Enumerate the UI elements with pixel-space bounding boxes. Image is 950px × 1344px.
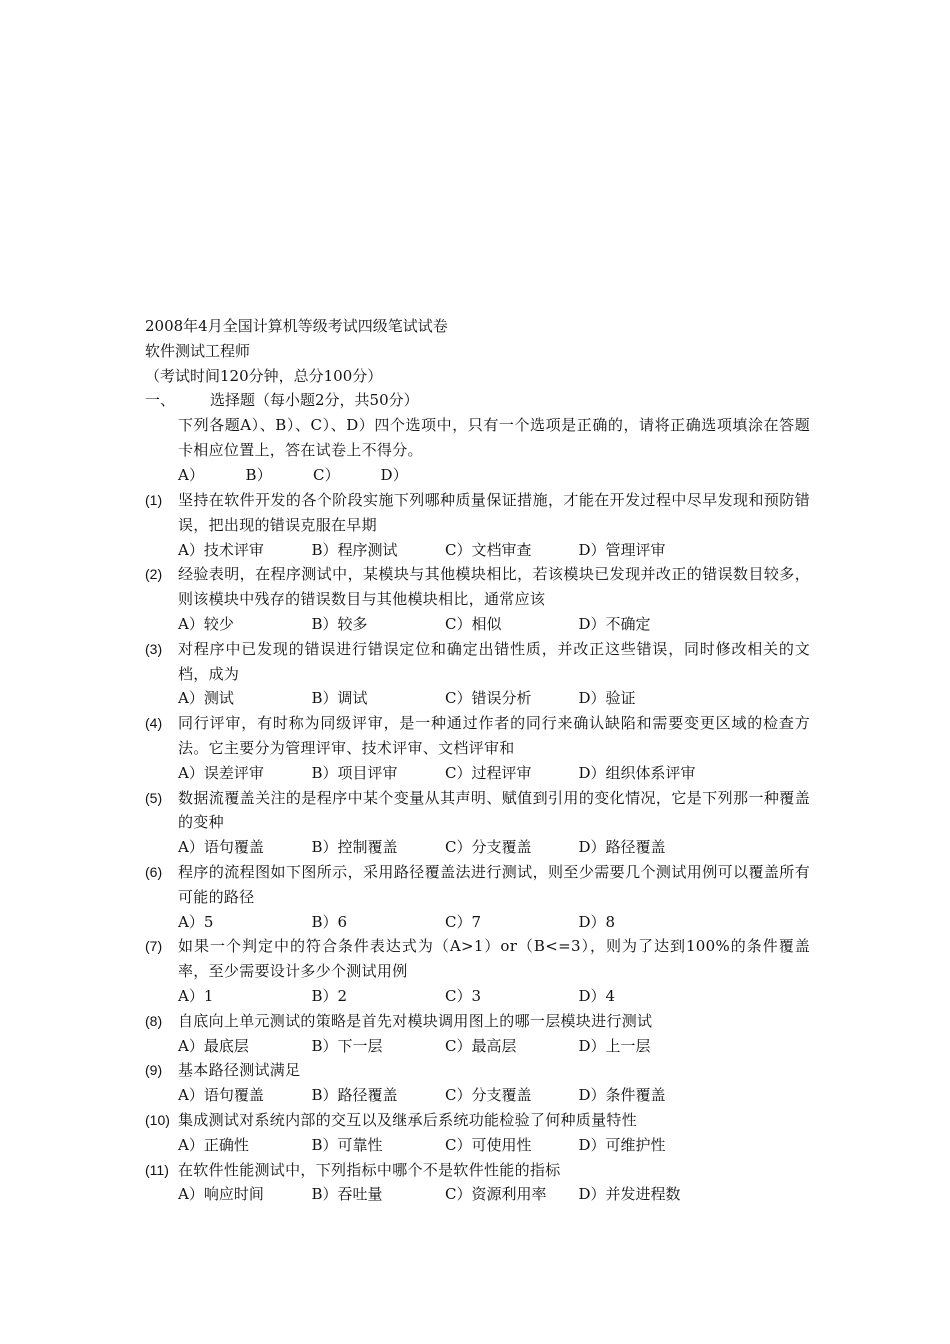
answer-option: D）验证 bbox=[578, 689, 636, 708]
question-number: (2) bbox=[145, 566, 163, 583]
answer-option: D）并发进程数 bbox=[578, 1185, 681, 1204]
answer-option: B）2 bbox=[311, 986, 348, 1005]
answer-option: A）最底层 bbox=[178, 1036, 249, 1055]
option-label: A） bbox=[178, 465, 205, 484]
answer-options-legend bbox=[178, 463, 810, 488]
question-number: (5) bbox=[145, 789, 163, 806]
exam-info: （考试时间120分钟，总分100分） bbox=[145, 366, 383, 385]
answer-option: B）下一层 bbox=[311, 1036, 383, 1055]
section-number: 一、 bbox=[145, 391, 176, 410]
question-text: 自底向上单元测试的策略是首先对模块调用图上的哪一层模块进行测试 bbox=[178, 1011, 653, 1030]
answer-option: C）最高层 bbox=[445, 1036, 517, 1055]
question-text: 经验表明，在程序测试中，某模块与其他模块相比，若该模块已发现并改正的错误数目较多，则该模块中残存的错误数目与其他模块相比，通常应该 bbox=[178, 565, 810, 609]
question-item bbox=[145, 1058, 810, 1108]
question-number: (11) bbox=[145, 1161, 169, 1178]
answer-option: C）过程评审 bbox=[445, 763, 532, 782]
answer-option: A）误差评审 bbox=[178, 763, 264, 782]
question-options bbox=[178, 761, 810, 786]
exam-subtitle: 软件测试工程师 bbox=[145, 341, 251, 360]
answer-option: A）语句覆盖 bbox=[178, 1086, 264, 1105]
question-options bbox=[178, 984, 810, 1009]
section-instructions bbox=[178, 413, 810, 487]
question-list bbox=[145, 488, 810, 1207]
answer-option: B）程序测试 bbox=[311, 540, 398, 559]
answer-option: C）错误分析 bbox=[445, 689, 532, 708]
answer-option: B）可靠性 bbox=[311, 1135, 383, 1154]
question-number: (6) bbox=[145, 863, 163, 880]
answer-option: D）不确定 bbox=[578, 614, 651, 633]
question-options bbox=[178, 835, 810, 860]
question-options bbox=[178, 538, 810, 563]
answer-option: C）7 bbox=[445, 912, 482, 931]
answer-option: D）条件覆盖 bbox=[578, 1086, 666, 1105]
answer-option: B）项目评审 bbox=[311, 763, 398, 782]
question-text: 如果一个判定中的符合条件表达式为（A>1）or（B<=3），则为了达到100%的条件覆盖率，至少需要设计多少个测试用例 bbox=[178, 937, 810, 981]
question-options bbox=[178, 1182, 810, 1207]
question-item bbox=[145, 488, 810, 562]
answer-option: B）较多 bbox=[311, 614, 368, 633]
answer-option: C）可使用性 bbox=[445, 1135, 532, 1154]
question-text: 基本路径测试满足 bbox=[178, 1061, 301, 1080]
question-number: (3) bbox=[145, 640, 163, 657]
answer-option: D）路径覆盖 bbox=[578, 838, 666, 857]
answer-option: B）路径覆盖 bbox=[311, 1086, 398, 1105]
question-options bbox=[178, 1034, 810, 1059]
answer-option: D）上一层 bbox=[578, 1036, 651, 1055]
question-number: (4) bbox=[145, 715, 163, 732]
question-item bbox=[145, 860, 810, 934]
question-item bbox=[145, 1158, 810, 1208]
question-text: 数据流覆盖关注的是程序中某个变量从其声明、赋值到引用的变化情况，它是下列那一种覆盖的变种 bbox=[178, 788, 810, 832]
question-options bbox=[178, 612, 810, 637]
answer-option: D）组织体系评审 bbox=[578, 763, 696, 782]
answer-option: D）8 bbox=[578, 912, 616, 931]
question-number: (10) bbox=[145, 1111, 170, 1128]
answer-option: A）5 bbox=[178, 912, 214, 931]
answer-option: A）测试 bbox=[178, 689, 234, 708]
answer-option: C）文档审查 bbox=[445, 540, 532, 559]
answer-option: A）响应时间 bbox=[178, 1185, 264, 1204]
answer-option: A）正确性 bbox=[178, 1135, 249, 1154]
answer-option: D）管理评审 bbox=[578, 540, 666, 559]
answer-option: C）资源利用率 bbox=[445, 1185, 547, 1204]
answer-option: C）分支覆盖 bbox=[445, 838, 532, 857]
option-label: C） bbox=[313, 465, 340, 484]
section-heading bbox=[145, 388, 825, 413]
section-title: 选择题（每小题2分，共50分） bbox=[210, 391, 419, 410]
answer-option: A）语句覆盖 bbox=[178, 838, 264, 857]
answer-option: A）1 bbox=[178, 986, 214, 1005]
question-options bbox=[178, 686, 810, 711]
question-item bbox=[145, 562, 810, 636]
question-text: 程序的流程图如下图所示，采用路径覆盖法进行测试，则至少需要几个测试用例可以覆盖所有可能的路径 bbox=[178, 862, 810, 906]
question-text: 在软件性能测试中，下列指标中哪个不是软件性能的指标 bbox=[178, 1160, 561, 1179]
question-text: 同行评审，有时称为同级评审，是一种通过作者的同行来确认缺陷和需要变更区域的检查方法。它主要分为管理评审、技术评审、文档评审和 bbox=[178, 714, 810, 757]
question-text: 坚持在软件开发的各个阶段实施下列哪种质量保证措施，才能在开发过程中尽早发现和预防错误，把出现的错误克服在早期 bbox=[178, 491, 810, 534]
question-number: (7) bbox=[145, 938, 163, 955]
question-item bbox=[145, 711, 810, 785]
question-text: 集成测试对系统内部的交互以及继承后系统功能检验了何种质量特性 bbox=[178, 1110, 638, 1129]
answer-option: A）技术评审 bbox=[178, 540, 264, 559]
answer-option: A）较少 bbox=[178, 614, 234, 633]
question-text: 对程序中已发现的错误进行错误定位和确定出错性质，并改正这些错误，同时修改相关的文档，成为 bbox=[178, 639, 810, 683]
question-number: (8) bbox=[145, 1012, 163, 1029]
question-item bbox=[145, 1009, 810, 1059]
question-item bbox=[145, 934, 810, 1008]
answer-option: D）4 bbox=[578, 986, 616, 1005]
option-label: B） bbox=[245, 465, 272, 484]
answer-option: B）控制覆盖 bbox=[311, 838, 398, 857]
question-options bbox=[178, 910, 810, 935]
question-number: (9) bbox=[145, 1062, 163, 1079]
question-number: (1) bbox=[145, 492, 163, 508]
option-label: D） bbox=[380, 465, 408, 484]
answer-option: B）调试 bbox=[311, 689, 368, 708]
question-item bbox=[145, 786, 810, 860]
answer-option: B）吞吐量 bbox=[311, 1185, 383, 1204]
exam-title: 2008年4月全国计算机等级考试四级笔试试卷 bbox=[145, 317, 448, 335]
answer-option: D）可维护性 bbox=[578, 1135, 666, 1154]
question-item bbox=[145, 637, 810, 711]
answer-option: C）相似 bbox=[445, 614, 502, 633]
answer-option: C）3 bbox=[445, 986, 482, 1005]
instructions-text: 下列各题A）、B）、C）、D）四个选项中，只有一个选项是正确的，请将正确选项填涂在答题卡相应位置上，答在试卷上不得分。 bbox=[178, 416, 810, 459]
question-options bbox=[178, 1133, 810, 1158]
exam-header bbox=[145, 314, 825, 413]
answer-option: C）分支覆盖 bbox=[445, 1086, 532, 1105]
answer-option: B）6 bbox=[311, 912, 348, 931]
question-item bbox=[145, 1108, 810, 1158]
question-options bbox=[178, 1083, 810, 1108]
